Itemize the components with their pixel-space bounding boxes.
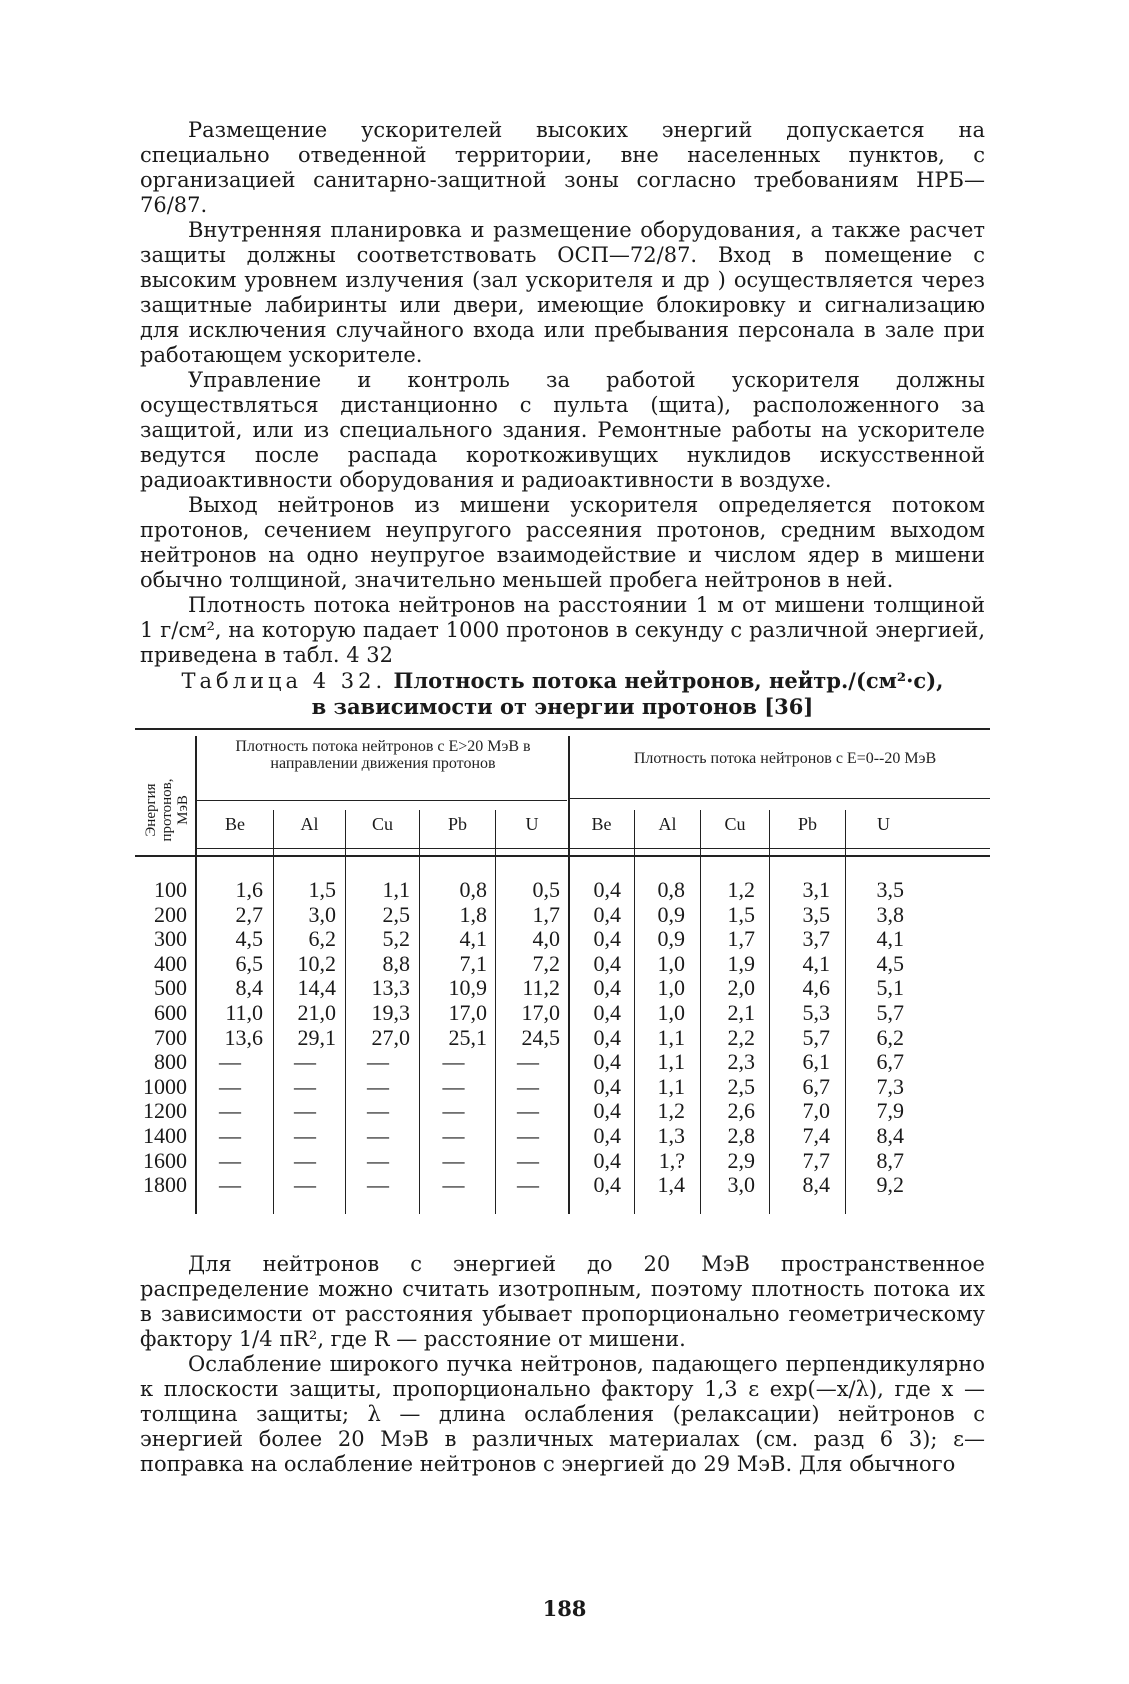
table-cell: 0,4 <box>593 999 621 1025</box>
energy-cell: 1800 <box>143 1172 187 1198</box>
table-cell: 4,5 <box>235 926 263 952</box>
table-cell: 5,7 <box>876 999 904 1025</box>
table-cell: 8,4 <box>876 1122 904 1148</box>
table-cell: 7,4 <box>802 1122 830 1148</box>
table-cell: 29,1 <box>297 1024 336 1050</box>
table-caption-line2: в зависимости от энергии протонов [36] <box>311 694 814 719</box>
table-cell: 25,1 <box>448 1024 487 1050</box>
table-cell: 0,4 <box>593 1073 621 1099</box>
energy-cell: 700 <box>154 1024 187 1050</box>
table-cell: 3,0 <box>727 1172 755 1198</box>
energy-cell: 1200 <box>143 1098 187 1124</box>
table-cell: — <box>219 1073 241 1099</box>
metal-header: Be <box>591 814 612 834</box>
energy-header-cell <box>137 770 197 850</box>
table-cell: 1,5 <box>308 877 336 902</box>
table-cell: 1,0 <box>657 999 685 1025</box>
table-cell: 1,7 <box>532 901 560 927</box>
table-cell: 0,4 <box>593 1098 621 1124</box>
table-cell: — <box>219 1172 241 1198</box>
table-cell: 2,6 <box>727 1098 755 1124</box>
table-cell: 1,1 <box>382 877 410 902</box>
table-cell: — <box>442 1098 465 1124</box>
table-cell: 5,3 <box>802 999 830 1025</box>
table-cell: 1,1 <box>657 1073 685 1099</box>
table-caption <box>140 668 985 719</box>
table-cell: 1,2 <box>657 1098 685 1124</box>
metal-header: Al <box>658 814 677 834</box>
energy-cell: 500 <box>154 975 187 1001</box>
table-cell: 1,7 <box>727 926 755 952</box>
table-cell: — <box>517 1147 539 1173</box>
table-cell: — <box>442 1049 465 1075</box>
table-cell: 17,0 <box>448 999 487 1025</box>
table-cell: 17,0 <box>521 999 560 1025</box>
energy-cell: 1600 <box>143 1147 187 1173</box>
table-cell: 1,5 <box>727 901 755 927</box>
table-cell: 11,0 <box>225 999 263 1025</box>
table-cell: 6,2 <box>308 926 336 952</box>
data-column <box>635 878 685 1198</box>
paragraph: Управление и контроль за работой ускорителя должны осуществляться дистанционно с пульта (щита), расположенного за защитой, или из специального здания. Ремонтные работы на ускорителе ведутся после распада короткоживущих нуклидов искусственной радиоактивности оборудования и радиоактивности в воздухе. <box>140 368 985 492</box>
table-cell: 6,7 <box>802 1073 830 1099</box>
table-cell: — <box>442 1122 465 1148</box>
after-text <box>140 1252 985 1477</box>
table-cell: 19,3 <box>371 999 410 1025</box>
table-cell: 6,7 <box>876 1049 904 1075</box>
paragraph: Внутренняя планировка и размещение оборудования, а также расчет защиты должны соответствовать ОСП—72/87. Вход в помещение с высоким уровнем излучения (зал ускорителя и др ) осуществляется через защитные лабиринты или двери, имеющие блокировку и сигнализацию для исключения случайного входа или пребывания персонала в зале при работающем ускорителе. <box>140 218 985 367</box>
table-top-rule <box>135 728 990 730</box>
table-cell: — <box>367 1049 389 1075</box>
table-cell: 4,0 <box>532 926 560 952</box>
table-cell: 5,7 <box>802 1024 830 1050</box>
metals-rule <box>195 848 990 849</box>
table-cell: 1,6 <box>235 877 263 902</box>
table-cell: — <box>219 1049 241 1075</box>
table-cell: 1,? <box>658 1147 685 1173</box>
metal-header: Cu <box>371 814 393 834</box>
table-cell: — <box>294 1098 316 1124</box>
table-cell: 1,0 <box>657 975 685 1001</box>
metal-header: Pb <box>797 814 817 834</box>
table-cell: 5,2 <box>382 926 410 952</box>
table-cell: 1,4 <box>657 1172 685 1198</box>
paragraph: Для нейтронов с энергией до 20 МэВ пространственное распределение можно считать изотропным, поэтому плотность потока их в зависимости от расстояния убывает пропорционально геометрическому фактору 1/4 πR², где R — расстояние от мишени. <box>140 1252 985 1351</box>
table-cell: 0,4 <box>593 1024 621 1050</box>
energy-column <box>135 878 187 1198</box>
data-column <box>496 878 560 1198</box>
table-cell: 0,4 <box>593 877 621 902</box>
table-cell: — <box>294 1049 316 1075</box>
table-caption-line1: Плотность потока нейтронов, нейтр./(см²·с), <box>393 668 944 693</box>
table-cell: 5,1 <box>876 975 904 1001</box>
data-column <box>346 878 410 1198</box>
table-cell: 2,3 <box>727 1049 755 1075</box>
energy-cell: 400 <box>154 950 187 976</box>
table-cell: 1,1 <box>657 1024 685 1050</box>
table-cell: 2,8 <box>727 1122 755 1148</box>
table-cell: 4,1 <box>459 926 487 952</box>
table-cell: — <box>442 1073 465 1099</box>
table-cell: — <box>367 1122 389 1148</box>
table-cell: 10,9 <box>448 975 487 1001</box>
table-cell: 4,6 <box>802 975 830 1001</box>
energy-cell: 600 <box>154 999 187 1025</box>
group1-header: Плотность потока нейтронов с E>20 МэВ в направлении движения протонов <box>235 738 531 772</box>
table-cell: — <box>294 1073 316 1099</box>
table-cell: 1,2 <box>727 877 755 902</box>
table-cell: 24,5 <box>521 1024 560 1050</box>
energy-header: Энергия протонов, МэВ <box>143 778 191 842</box>
table-cell: 2,9 <box>727 1147 755 1173</box>
data-column <box>846 878 904 1198</box>
table-cell: 13,3 <box>371 975 410 1001</box>
table-cell: 1,1 <box>657 1049 685 1075</box>
table-cell: 0,4 <box>593 1172 621 1198</box>
table-cell: 0,4 <box>593 1049 621 1075</box>
table-cell: 2,1 <box>727 999 755 1025</box>
table-cell: 3,1 <box>802 877 830 902</box>
table-cell: 11,2 <box>522 975 560 1001</box>
table-cell: 7,7 <box>802 1147 830 1173</box>
table-cell: — <box>219 1122 241 1148</box>
table-cell: — <box>294 1122 316 1148</box>
table-cell: — <box>442 1147 465 1173</box>
data-column <box>701 878 755 1198</box>
energy-cell: 1400 <box>143 1122 187 1148</box>
table-cell: — <box>219 1147 241 1173</box>
table-cell: 9,2 <box>876 1172 904 1198</box>
table-cell: 14,4 <box>297 975 336 1001</box>
metal-header: Be <box>225 814 245 834</box>
table-cell: 0,8 <box>459 877 487 902</box>
table-cell: 7,0 <box>802 1098 830 1124</box>
table-cell: 0,5 <box>532 877 560 902</box>
table-cell: 4,1 <box>802 950 830 976</box>
table-cell: 1,3 <box>657 1122 685 1148</box>
table-cell: 2,2 <box>727 1024 755 1050</box>
table-cell: 0,4 <box>593 901 621 927</box>
table-cell: — <box>442 1172 465 1198</box>
table-cell: 4,5 <box>876 950 904 976</box>
table-cell: 0,9 <box>657 926 685 952</box>
table-cell: 3,0 <box>308 901 336 927</box>
table-cell: — <box>367 1098 389 1124</box>
table-cell: 2,0 <box>727 975 755 1001</box>
table-cell: 0,4 <box>593 1147 621 1173</box>
table-cell: 1,8 <box>459 901 487 927</box>
table-cell: 8,8 <box>382 950 410 976</box>
table-cell: 0,4 <box>593 975 621 1001</box>
metal-header: Pb <box>447 814 467 834</box>
table-cell: 6,1 <box>802 1049 830 1075</box>
table-cell: — <box>517 1098 539 1124</box>
group1-rule <box>195 800 567 801</box>
metal-header: Al <box>300 814 319 834</box>
paragraph: Ослабление широкого пучка нейтронов, падающего перпендикулярно к плоскости защиты, пропорционально фактору 1,3 ε exp(—x/λ), где x — толщина защиты; λ — длина ослабления (релаксации) нейтронов с энергией более 20 МэВ в различных материалах (см. разд 6 3); ε— поправка на ослабление нейтронов с энергией до 29 МэВ. Для обычного <box>140 1352 985 1476</box>
group2-header: Плотность потока нейтронов с E=0--20 МэВ <box>633 750 937 767</box>
table-cell: 1,0 <box>657 950 685 976</box>
table-cell: 3,5 <box>802 901 830 927</box>
table-cell: 8,4 <box>802 1172 830 1198</box>
table-cell: 7,3 <box>876 1073 904 1099</box>
energy-cell: 100 <box>154 877 187 902</box>
table-cell: — <box>294 1172 316 1198</box>
energy-cell: 800 <box>154 1049 187 1075</box>
table-cell: 6,5 <box>235 950 263 976</box>
energy-cell: 1000 <box>143 1073 187 1099</box>
table-cell: — <box>219 1098 241 1124</box>
energy-cell: 300 <box>154 926 187 952</box>
data-column <box>569 878 621 1198</box>
table-cell: 3,7 <box>802 926 830 952</box>
table-cell: 21,0 <box>297 999 336 1025</box>
metal-header: Cu <box>724 814 746 834</box>
data-column <box>420 878 487 1198</box>
table-cell: 2,5 <box>382 901 410 927</box>
table-cell: 2,5 <box>727 1073 755 1099</box>
table-cell: 8,4 <box>235 975 263 1001</box>
paragraph: Выход нейтронов из мишени ускорителя определяется потоком протонов, сечением неупругого рассеяния протонов, средним выходом нейтронов на одно неупругое взаимодействие и числом ядер в мишени обычно толщиной, значительно меньшей пробега нейтронов в ней. <box>140 493 985 592</box>
table-cell: 13,6 <box>224 1024 263 1050</box>
table-cell: — <box>517 1073 539 1099</box>
table-cell: — <box>367 1172 389 1198</box>
header-bottom-rule <box>135 855 990 857</box>
table-cell: 0,8 <box>657 877 685 902</box>
table-cell: 3,8 <box>876 901 904 927</box>
metal-header: U <box>525 814 539 834</box>
table-cell: — <box>367 1147 389 1173</box>
table-cell: 3,5 <box>876 877 904 902</box>
table-cell: 0,4 <box>593 950 621 976</box>
paragraph: Плотность потока нейтронов на расстоянии 1 м от мишени толщиной 1 г/см², на которую падает 1000 протонов в секунду с различной энергией, приведена в табл. 4 32 <box>140 593 985 667</box>
table-cell: 7,2 <box>532 950 560 976</box>
data-column <box>197 878 263 1198</box>
table-cell: — <box>517 1172 539 1198</box>
table-cell: 7,1 <box>459 950 487 976</box>
table-cell: 1,9 <box>727 950 755 976</box>
metal-header: U <box>877 814 890 834</box>
energy-cell: 200 <box>154 901 187 927</box>
intro-text <box>140 118 985 668</box>
table-cell: — <box>517 1049 539 1075</box>
paragraph: Размещение ускорителей высоких энергий допускается на специально отведенной территории, вне населенных пунктов, с организацией санитарно-защитной зоны согласно требованиям НРБ—76/87. <box>140 118 985 217</box>
table-cell: 27,0 <box>371 1024 410 1050</box>
table-cell: 10,2 <box>297 950 336 976</box>
table-cell: 6,2 <box>876 1024 904 1050</box>
table-cell: 0,4 <box>593 926 621 952</box>
table-caption-lead: Таблица 4 32. <box>181 669 387 693</box>
table-cell: 8,7 <box>876 1147 904 1173</box>
table-cell: — <box>517 1122 539 1148</box>
table-cell: 7,9 <box>876 1098 904 1124</box>
table-cell: 0,4 <box>593 1122 621 1148</box>
data-column <box>274 878 336 1198</box>
group2-rule <box>569 798 990 799</box>
table-cell: 0,9 <box>657 901 685 927</box>
page-number: 188 <box>542 1596 587 1621</box>
table-cell: 2,7 <box>235 901 263 927</box>
table-cell: 4,1 <box>876 926 904 952</box>
data-column <box>770 878 830 1198</box>
table-cell: — <box>367 1073 389 1099</box>
table-cell: — <box>294 1147 316 1173</box>
data-table <box>135 728 990 1218</box>
